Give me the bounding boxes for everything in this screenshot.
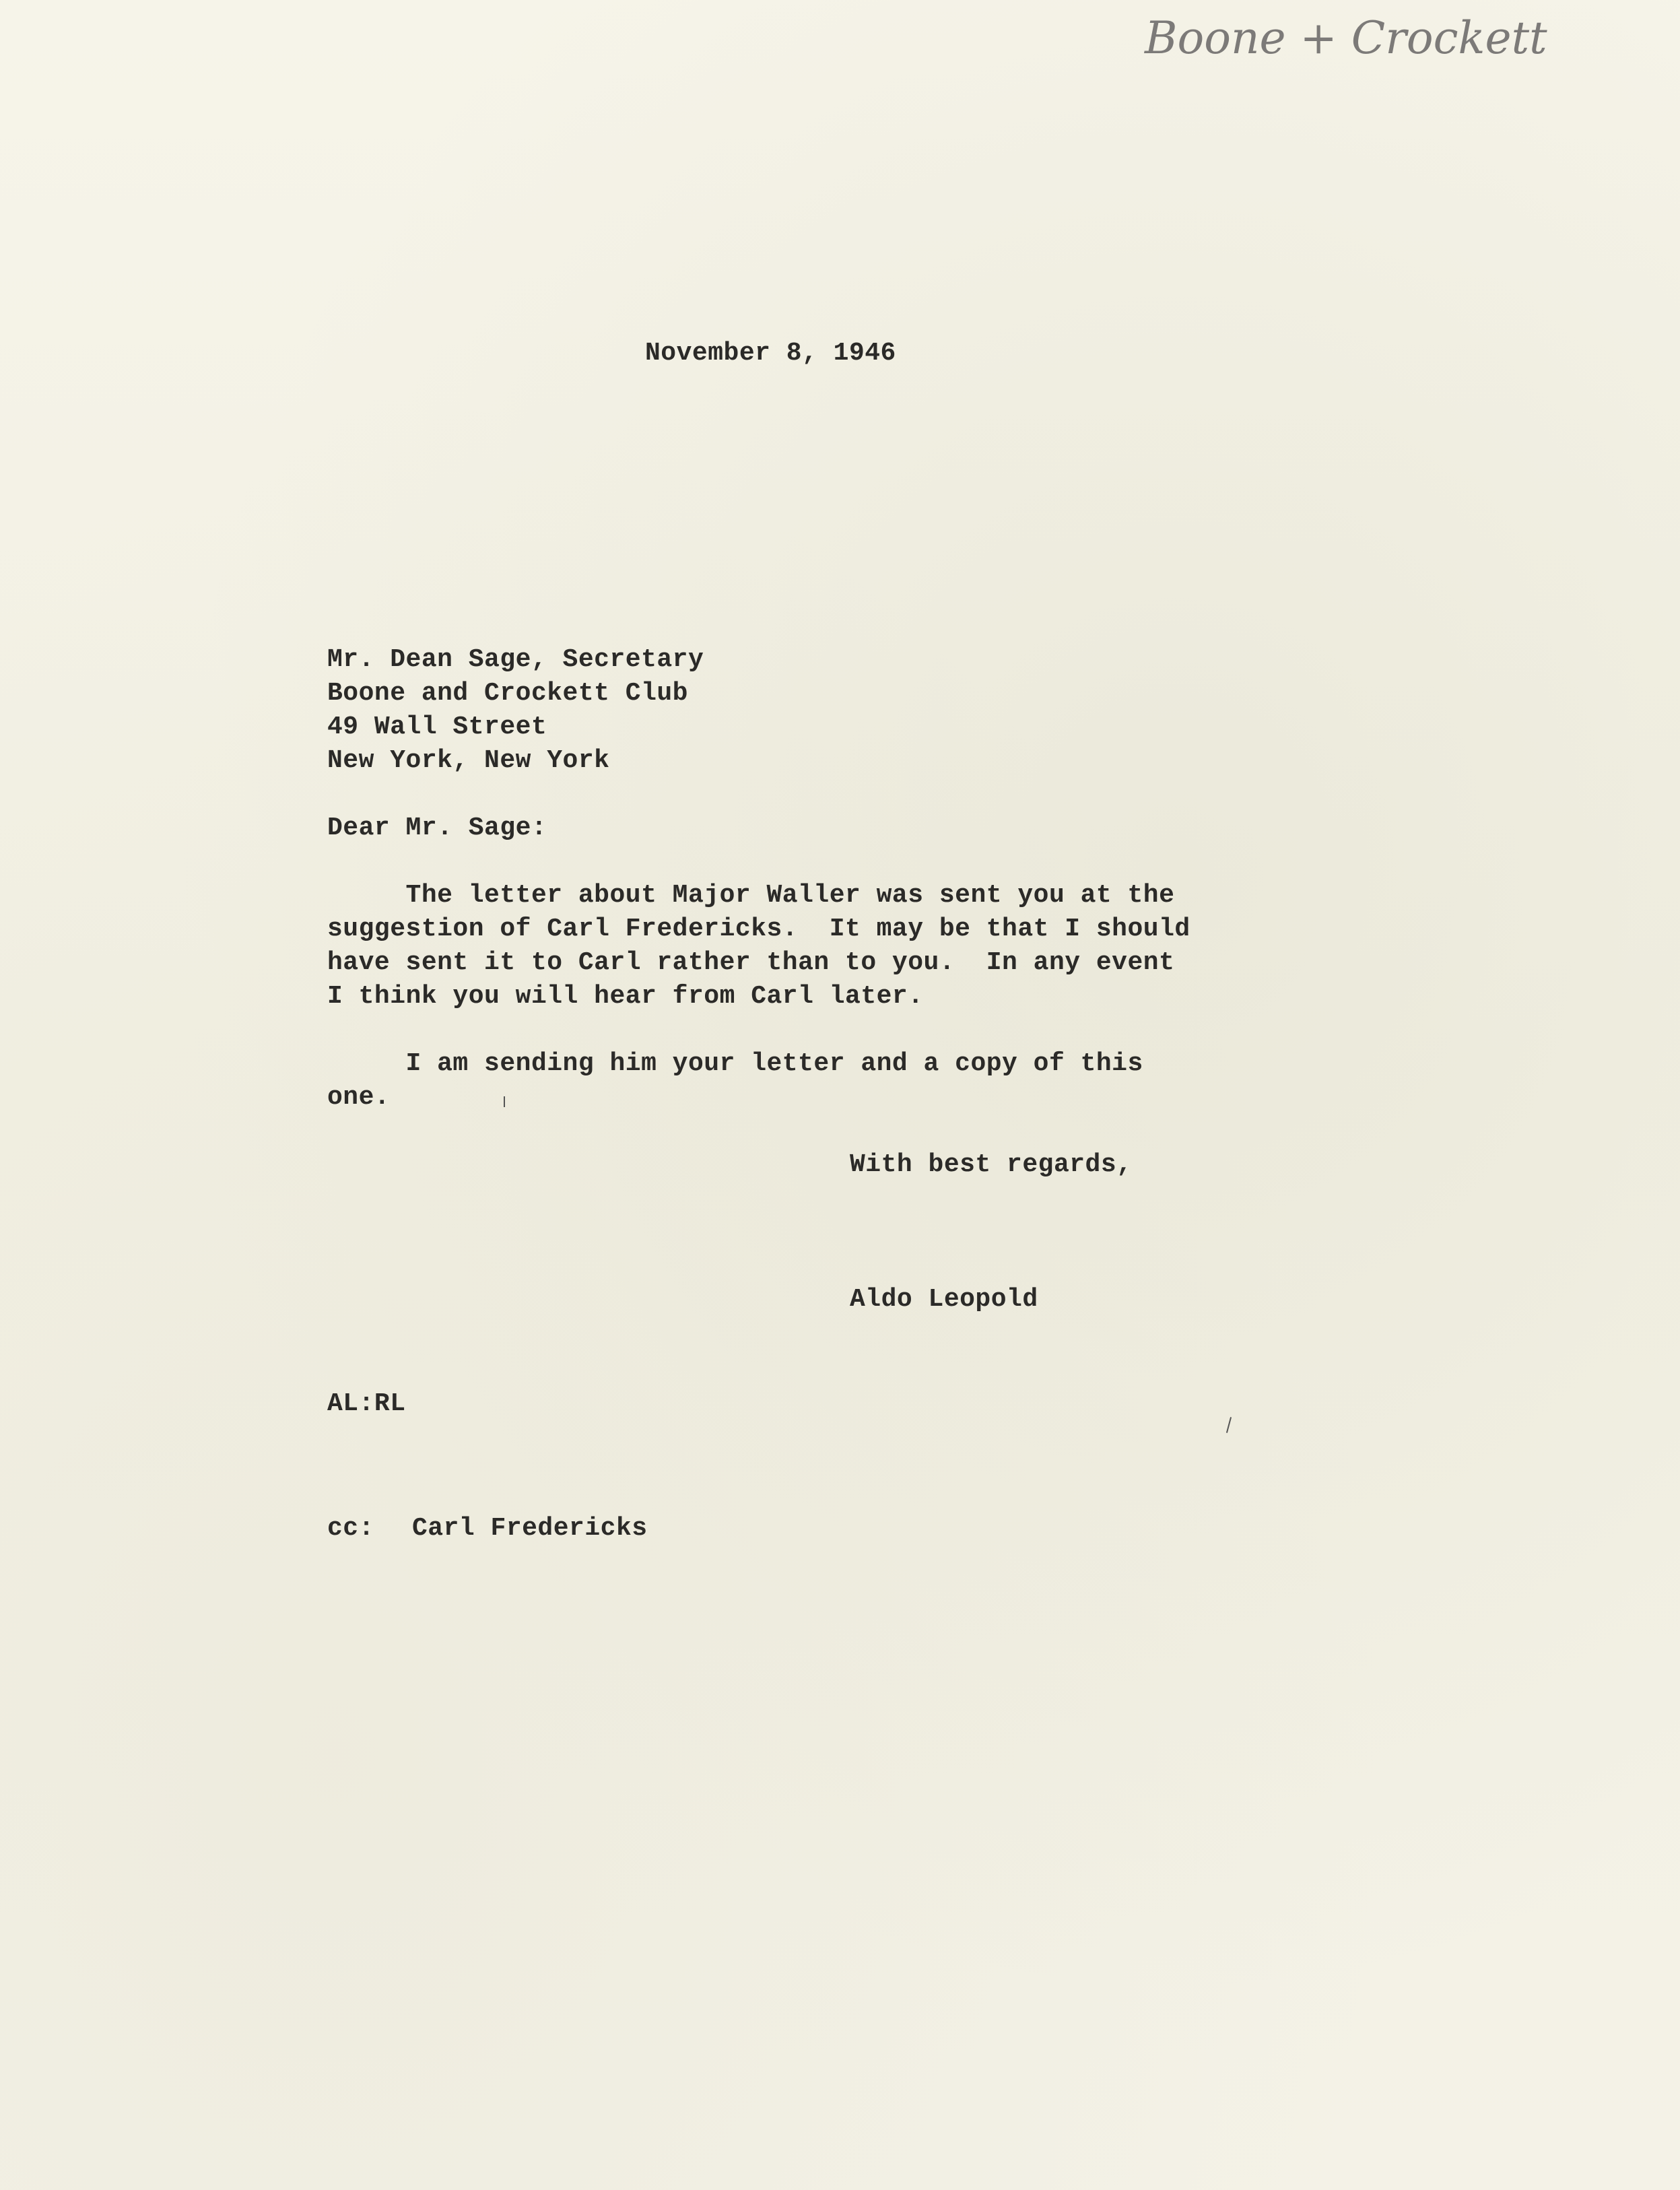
stray-mark: [504, 1096, 505, 1107]
stray-mark: [1226, 1417, 1232, 1433]
body-line: suggestion of Carl Fredericks. It may be that I should: [327, 915, 1190, 943]
recipient-line: Mr. Dean Sage, Secretary: [327, 645, 704, 674]
signature-name: Aldo Leopold: [850, 1285, 1038, 1314]
cc-name: Carl Fredericks: [412, 1514, 648, 1543]
handwritten-annotation: Boone + Crockett: [1145, 12, 1547, 64]
salutation: Dear Mr. Sage:: [327, 814, 547, 842]
letter-date: November 8, 1946: [645, 339, 896, 368]
recipient-line: New York, New York: [327, 746, 610, 775]
typist-initials: AL:RL: [327, 1389, 406, 1418]
body-line: one.: [327, 1083, 391, 1112]
recipient-line: 49 Wall Street: [327, 712, 547, 741]
body-line: have sent it to Carl rather than to you. In any event: [327, 948, 1175, 977]
body-line: I am sending him your letter and a copy of this: [327, 1049, 1143, 1078]
closing: With best regards,: [850, 1150, 1133, 1179]
cc-label: cc:: [327, 1514, 374, 1543]
body-line: I think you will hear from Carl later.: [327, 982, 924, 1011]
body-line: The letter about Major Waller was sent you at the: [327, 881, 1175, 910]
recipient-line: Boone and Crockett Club: [327, 679, 688, 708]
